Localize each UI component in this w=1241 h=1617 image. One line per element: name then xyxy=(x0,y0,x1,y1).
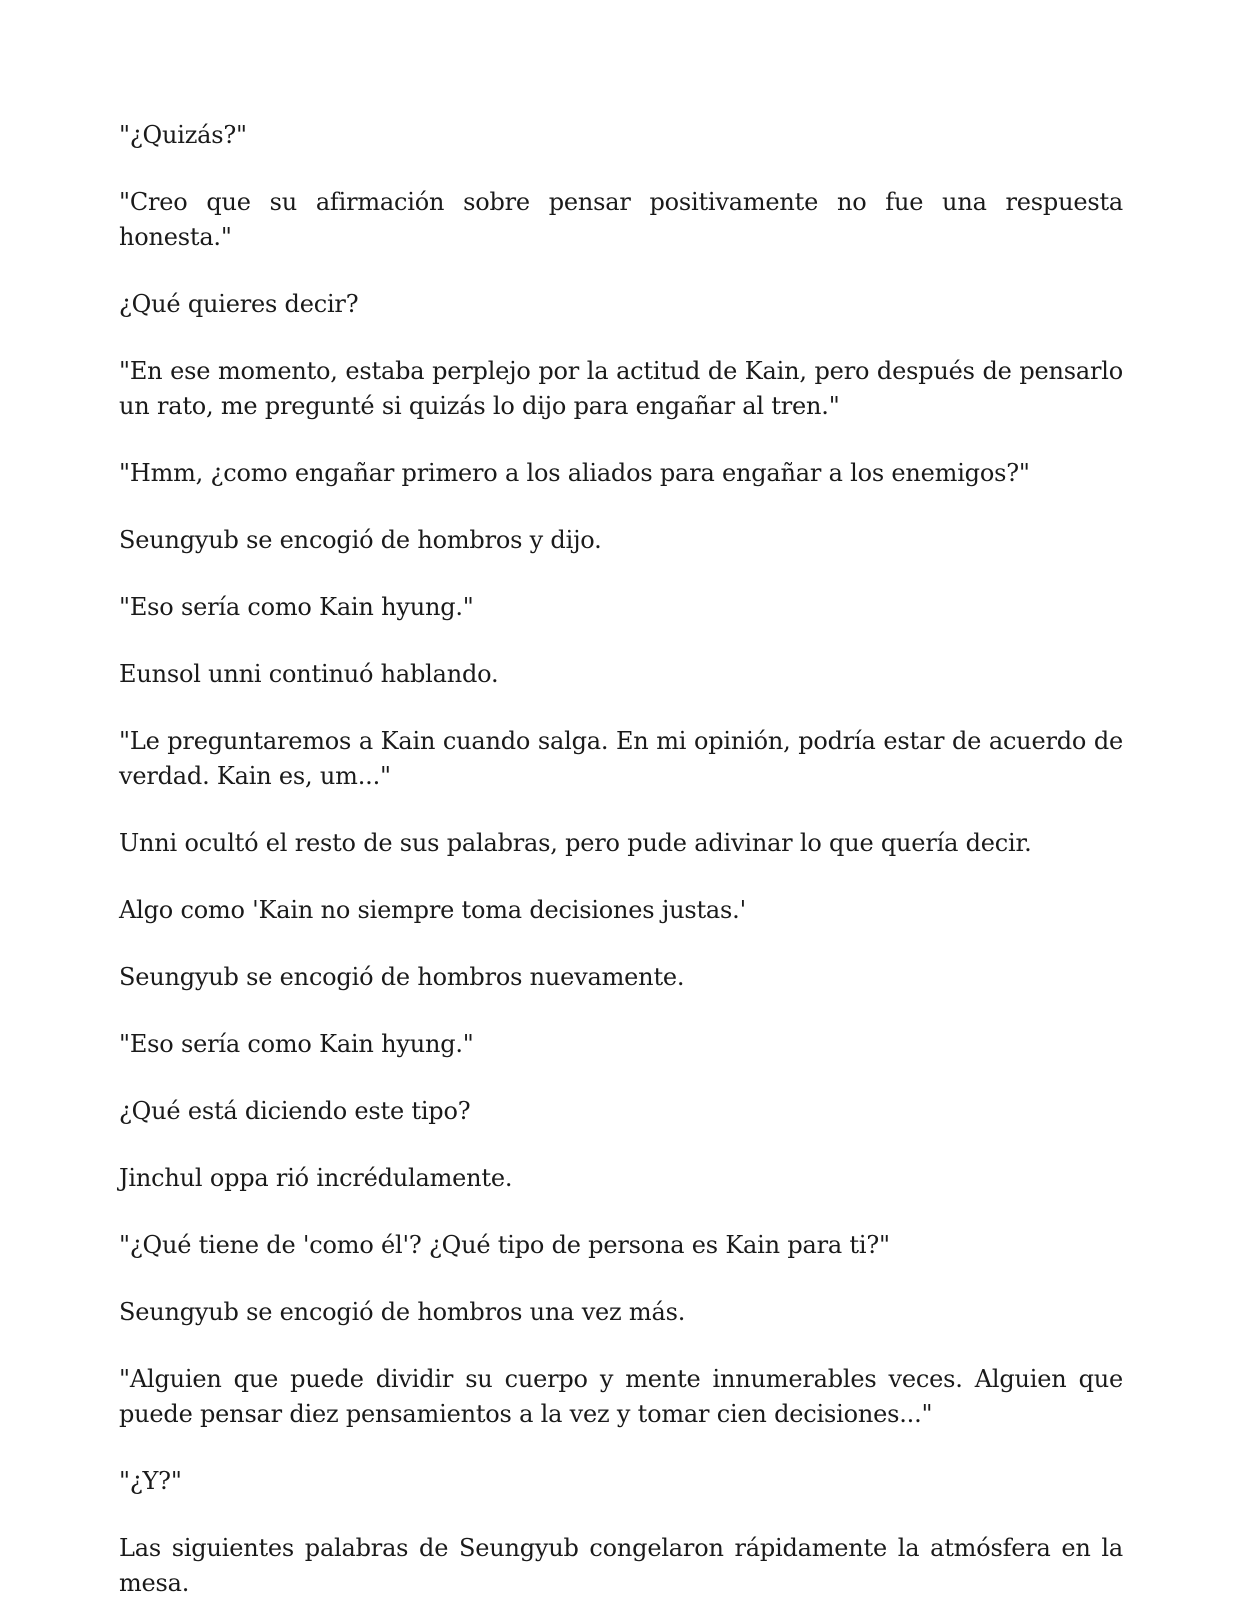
paragraph: "Eso sería como Kain hyung." xyxy=(119,1030,474,1058)
paragraph: "¿Y?" xyxy=(119,1467,182,1495)
paragraph: Seungyub se encogió de hombros y dijo. xyxy=(119,526,602,554)
paragraph: Eunsol unni continuó hablando. xyxy=(119,660,499,688)
paragraph: "Creo que su afirmación sobre pensar positivamente no fue una respuesta honesta." xyxy=(119,188,1123,251)
paragraph: "¿Quizás?" xyxy=(119,121,247,149)
paragraph: Jinchul oppa rió incrédulamente. xyxy=(119,1164,513,1192)
paragraph: Algo como 'Kain no siempre toma decisiones justas.' xyxy=(119,896,746,924)
paragraph: ¿Qué quieres decir? xyxy=(119,290,359,318)
paragraph: "Eso sería como Kain hyung." xyxy=(119,593,474,621)
paragraph: Seungyub se encogió de hombros nuevamente. xyxy=(119,963,685,991)
paragraph: ¿Qué está diciendo este tipo? xyxy=(119,1097,471,1125)
paragraph: "En ese momento, estaba perplejo por la actitud de Kain, pero después de pensarlo un rato, me pregunté si quizás lo dijo para engañar al tren." xyxy=(119,357,1123,420)
paragraph: "Hmm, ¿como engañar primero a los aliados para engañar a los enemigos?" xyxy=(119,459,1030,487)
paragraph: "Alguien que puede dividir su cuerpo y mente innumerables veces. Alguien que puede pensar diez pensamientos a la vez y tomar cien decisiones..." xyxy=(119,1365,1123,1428)
paragraph: "¿Qué tiene de 'como él'? ¿Qué tipo de persona es Kain para ti?" xyxy=(119,1231,890,1259)
paragraph: Unni ocultó el resto de sus palabras, pero pude adivinar lo que quería decir. xyxy=(119,829,1032,857)
paragraph: Seungyub se encogió de hombros una vez más. xyxy=(119,1298,686,1326)
paragraph: "Le preguntaremos a Kain cuando salga. En mi opinión, podría estar de acuerdo de verdad. Kain es, um..." xyxy=(119,727,1123,790)
page-body xyxy=(119,118,1123,1601)
paragraph: Las siguientes palabras de Seungyub congelaron rápidamente la atmósfera en la mesa. xyxy=(119,1534,1123,1597)
